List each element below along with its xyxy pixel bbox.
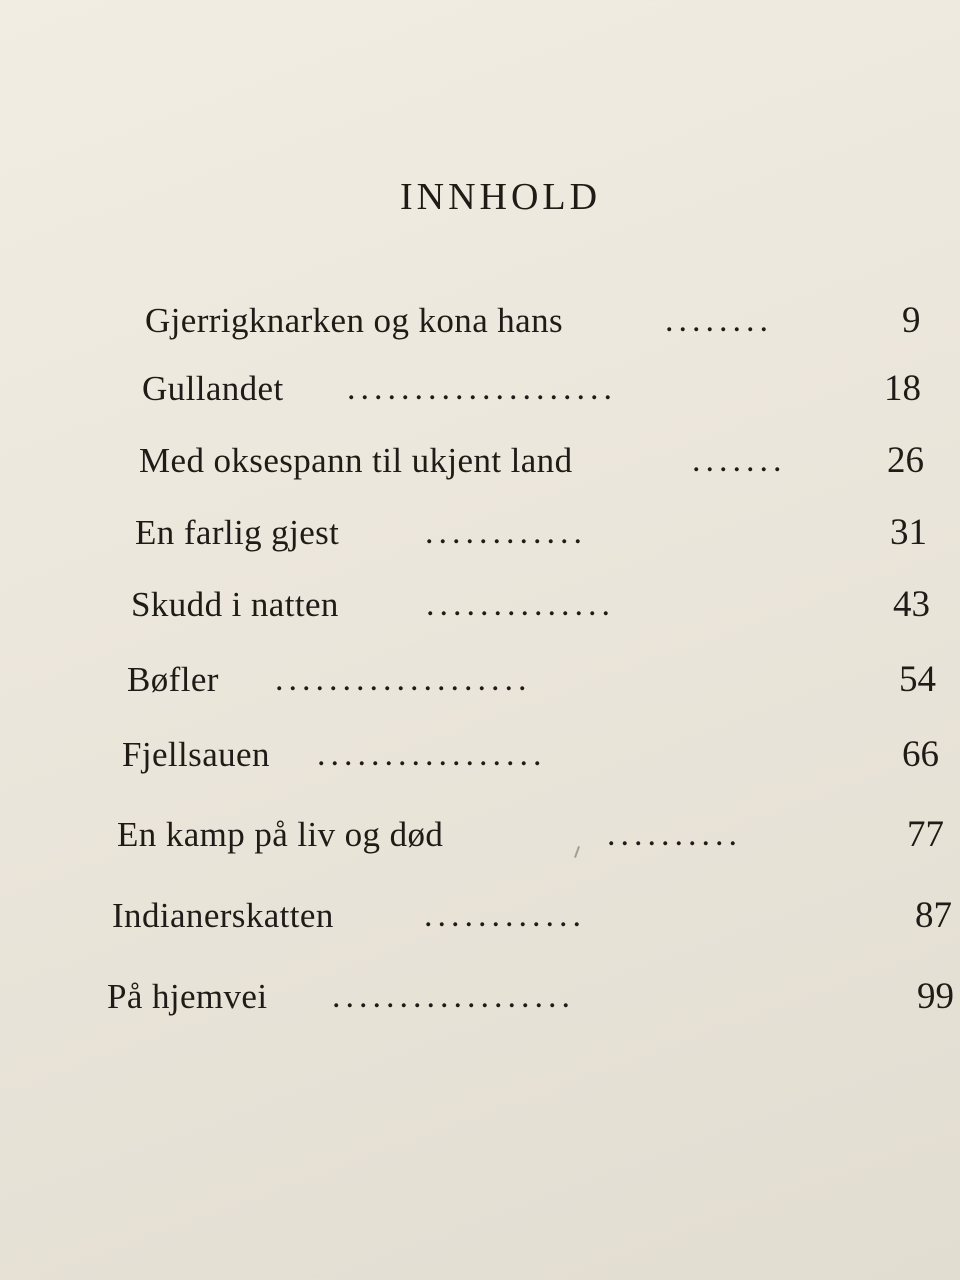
toc-page-number: 99 <box>917 976 954 1017</box>
toc-leader-dots: ........ <box>665 302 773 339</box>
toc-page-number: 77 <box>907 814 944 855</box>
toc-page-number: 26 <box>887 440 924 481</box>
toc-entry-title: Gullandet <box>142 369 284 408</box>
toc-page-number: 66 <box>902 734 939 775</box>
toc-entry <box>131 580 951 630</box>
toc-entry-title: Gjerrigknarken og kona hans <box>145 301 564 340</box>
toc-leader-dots: .................. <box>332 978 575 1015</box>
toc-entry <box>112 891 960 941</box>
toc-entry-title: Fjellsauen <box>122 735 270 774</box>
toc-leader-dots: ................... <box>275 661 532 698</box>
toc-entry <box>135 508 945 558</box>
toc-leader-dots: ....... <box>692 442 787 479</box>
toc-entry <box>142 364 942 414</box>
toc-entry-title: En kamp på liv og død <box>117 815 444 854</box>
toc-entry-title: Bøfler <box>127 660 219 699</box>
toc-page-number: 18 <box>884 368 921 409</box>
toc-entry-title: På hjemvei <box>107 977 268 1016</box>
toc-entry <box>117 810 960 860</box>
toc-leader-dots: ............ <box>425 514 587 551</box>
toc-entry-title: Med oksespann til ukjent land <box>139 441 573 480</box>
toc-page-number: 87 <box>915 895 952 936</box>
toc-entry-title: En farlig gjest <box>135 513 340 552</box>
toc-leader-dots: .......... <box>607 816 742 853</box>
toc-page-number: 9 <box>902 300 921 341</box>
toc-entry <box>145 296 945 346</box>
toc-leader-dots: .............. <box>426 586 615 623</box>
toc-page-number: 43 <box>893 584 930 625</box>
toc-entry <box>127 655 955 705</box>
page-title: INNHOLD <box>400 176 602 218</box>
toc-entry-title: Skudd i natten <box>131 585 339 624</box>
toc-leader-dots: .................... <box>347 370 617 407</box>
toc-entry <box>139 436 939 486</box>
toc-leader-dots: ............ <box>424 897 586 934</box>
toc-page-number: 54 <box>899 659 936 700</box>
toc-entry <box>107 972 960 1022</box>
toc-page-number: 31 <box>890 512 927 553</box>
toc-entry-title: Indianerskatten <box>112 896 334 935</box>
toc-entry <box>122 730 960 780</box>
toc-leader-dots: ................. <box>317 736 547 773</box>
